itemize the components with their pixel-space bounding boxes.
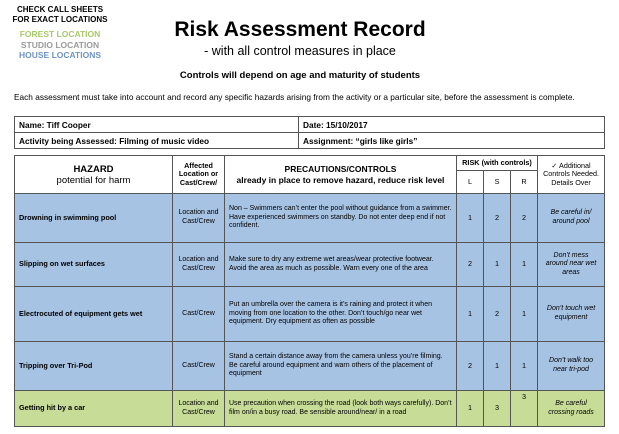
severity-cell: 1: [484, 342, 511, 391]
activity-field: Activity being Assessed: Filming of music video: [15, 133, 299, 149]
severity-cell: 2: [484, 194, 511, 243]
severity-header: S: [484, 171, 511, 194]
likelihood-cell: 2: [457, 243, 484, 287]
likelihood-header: L: [457, 171, 484, 194]
assignment-field: Assignment: “girls like girls”: [299, 133, 605, 149]
additional-controls-cell: Don’t mess around near wet areas: [538, 243, 605, 287]
risk-rating-cell: 2: [511, 194, 538, 243]
affected-cell: Location and Cast/Crew: [173, 243, 225, 287]
date-field: Date: 15/10/2017: [299, 117, 605, 133]
risk-header: RISK (with controls): [457, 156, 538, 171]
precautions-cell: Stand a certain distance away from the camera unless you’re filming. Be careful around equipment and warn others of the placement of equipment: [225, 342, 457, 391]
controls-note: Controls will depend on age and maturity of students: [179, 70, 421, 81]
hazard-header: [15, 156, 173, 194]
risk-table: [14, 155, 605, 427]
legend-house: HOUSE LOCATIONS: [18, 50, 101, 60]
risk-rating-cell: 3: [511, 391, 538, 427]
risk-rating-cell: 1: [511, 243, 538, 287]
risk-rating-header: R: [511, 171, 538, 194]
precautions-header: [225, 156, 457, 194]
hazard-cell: Tripping over Tri-Pod: [15, 342, 173, 391]
hazard-header-title: HAZARD: [73, 163, 114, 175]
table-row: [15, 391, 605, 427]
legend-line-1: CHECK CALL SHEETS: [16, 5, 104, 14]
instruction-text: Each assessment must take into account and record any specific hazards arising from the activity or a particular site, before the assessment is complete.: [14, 92, 575, 102]
affected-cell: Location and Cast/Crew: [173, 391, 225, 427]
table-row: [15, 243, 605, 287]
likelihood-cell: 1: [457, 391, 484, 427]
page-title: Risk Assessment Record: [174, 18, 426, 41]
name-field: Name: Tiff Cooper: [15, 117, 299, 133]
affected-cell: Location and Cast/Crew: [173, 194, 225, 243]
hazard-cell: Slipping on wet surfaces: [15, 243, 173, 287]
severity-cell: 1: [484, 243, 511, 287]
precautions-cell: Non – Swimmers can’t enter the pool without guidance from a swimmer. Have experienced swimmers on standby. Do not enter deep end if not confident.: [225, 194, 457, 243]
precautions-cell: Put an umbrella over the camera is it’s raining and protect it when moving from one location to the other. Don’t touch/go near wet equipment. Dry equipment as often as possible: [225, 287, 457, 342]
hazard-cell: Drowning in swimming pool: [15, 194, 173, 243]
table-row: [15, 194, 605, 243]
legend-forest: FOREST LOCATION: [19, 29, 101, 39]
page-subtitle: - with all control measures in place: [204, 44, 396, 58]
likelihood-cell: 2: [457, 342, 484, 391]
hazard-header-sub: potential for harm: [56, 174, 131, 186]
hazard-cell: Electrocuted of equipment gets wet: [15, 287, 173, 342]
affected-cell: Cast/Crew: [173, 287, 225, 342]
info-table: [14, 116, 605, 149]
additional-controls-cell: Be careful in/ around pool: [538, 194, 605, 243]
severity-cell: 3: [484, 391, 511, 427]
legend-line-2: FOR EXACT LOCATIONS: [12, 15, 108, 24]
likelihood-cell: 1: [457, 194, 484, 243]
precautions-header-sub: already in place to remove hazard, reduce risk level: [236, 174, 445, 185]
table-row: [15, 287, 605, 342]
precautions-cell: Make sure to dry any extreme wet areas/wear protective footwear. Avoid the area as much as possible. Warn every one of the area: [225, 243, 457, 287]
legend-studio: STUDIO LOCATION: [20, 39, 100, 50]
hazard-cell: Getting hit by a car: [15, 391, 173, 427]
risk-rating-cell: 1: [511, 342, 538, 391]
additional-header: ✓ Additional Controls Needed. Details Over: [538, 156, 605, 194]
likelihood-cell: 1: [457, 287, 484, 342]
additional-controls-cell: Don’t walk too near tri-pod: [538, 342, 605, 391]
precautions-cell: Use precaution when crossing the road (look both ways carefully). Don’t film on/in a busy road. Be sensible around/near/ in a road: [225, 391, 457, 427]
precautions-header-title: PRECAUTIONS/CONTROLS: [284, 164, 397, 174]
severity-cell: 2: [484, 287, 511, 342]
risk-rating-cell: 1: [511, 287, 538, 342]
affected-header: Affected Location or Cast/Crew/: [173, 156, 225, 194]
table-row: [15, 342, 605, 391]
additional-controls-cell: Don’t touch wet equipment: [538, 287, 605, 342]
affected-cell: Cast/Crew: [173, 342, 225, 391]
additional-controls-cell: Be careful crossing roads: [538, 391, 605, 427]
location-legend: [10, 5, 110, 61]
